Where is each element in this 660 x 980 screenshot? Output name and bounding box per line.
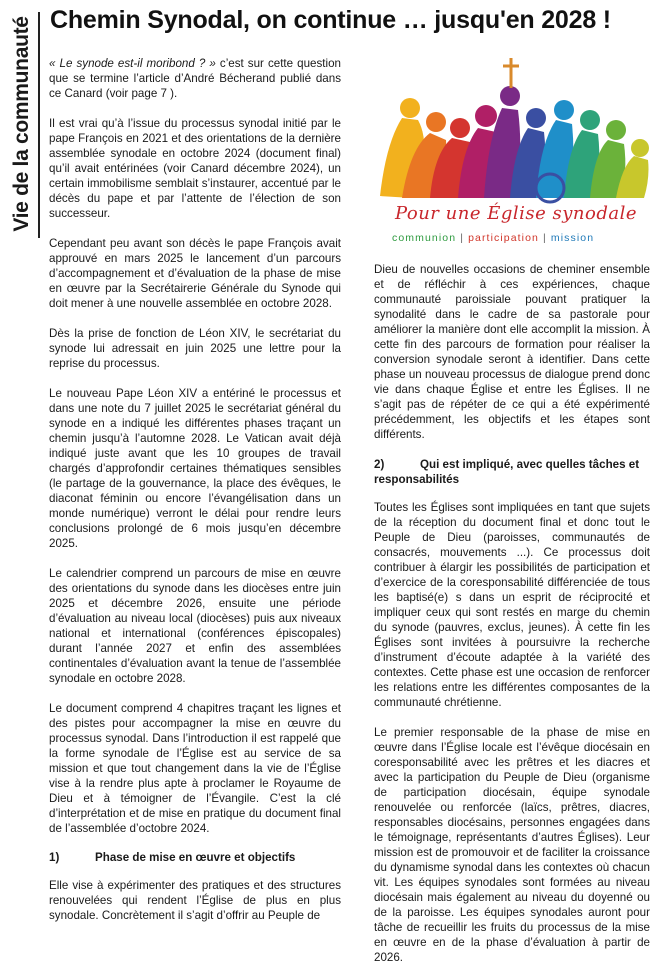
section-heading-1 bbox=[49, 850, 341, 865]
section-heading-2-text: Qui est impliqué, avec quelles tâches et responsabilités bbox=[374, 458, 640, 486]
tagline-separator: | bbox=[543, 232, 547, 244]
section-heading-2 bbox=[374, 457, 650, 487]
paragraph-7-start: Elle vise à expérimenter des pratiques et des structures renouvelées qui rendent l’Église de plus en plus synodale. Concrètement il s’agit d’offrir au Peuple de bbox=[49, 879, 341, 922]
section-heading-1-number: 1) bbox=[49, 851, 60, 864]
paragraph-4: Le nouveau Pape Léon XIV a entériné le processus et dans une note du 7 juillet 2025 le secrétariat général du synode en a indiqué les différentes phases traçant un chemin jusqu’à l’automne 2028. Le Vatican avait déjà indiqué juste avant que les 10 groupes de travail chargés d’approfondir certaines thématiques sensibles (le partage de la gouvernance, la place des évêques, le diaconat féminin ou encore l’évangélisation dans un monde numérique) verront le délai pour rendre leurs conclusions prolongé de 6 mois jusqu’en décembre 2025. bbox=[49, 387, 341, 550]
section-label: Vie de la communauté bbox=[10, 16, 33, 232]
paragraph-8: Toutes les Églises sont impliquées en tant que sujets de la réception du document final et donc tout le Peuple de Dieu (paroisses, communautés de consacrés, mouvements ...). Ce processus doit contribuer à élargir les possibilités de participation et d’exercice de la coresponsabilité différenciée de tous les baptisé(e) s dans un esprit de réciprocité et impliquer ceux qui sont restés en marge du chemin du synode (pauvres, exclus, jeunes). À cette fin les Églises sont invitées à poursuivre la recherche d’instrument d’écoute adaptée à la variété des contextes. Cette phase est une occasion de renforcer les relations entre les différentes composantes de la communauté chrétienne. bbox=[374, 501, 650, 709]
slogan-text: Pour une Église synodale bbox=[395, 203, 637, 224]
tagline-communion: communion bbox=[392, 232, 457, 244]
sidebar-divider bbox=[38, 12, 40, 238]
paragraph-1: Il est vrai qu’à l’issue du processus synodal initié par le pape François en 2021 et des orientations de la dernière assemblée synodale en octobre 2024 (document final) qu’il avait entérinées (voir Canard décembre 2024), un certain immobilisme semblait s’instaurer, accentué par le décès du pape et par l’attente de l’élection de son successeur. bbox=[49, 117, 341, 220]
article-left-column bbox=[49, 56, 341, 938]
article-title: Chemin Synodal, on continue … jusqu'en 2028 ! bbox=[50, 6, 611, 34]
section-heading-2-number: 2) bbox=[374, 458, 385, 471]
people-silhouettes-icon bbox=[380, 58, 649, 202]
intro-rest: c’est sur cette question que se termine l’article d’André Bécherand publié dans ce Canard (voir page 7 ). bbox=[49, 57, 341, 100]
section-heading-1-text: Phase de mise en œuvre et objectifs bbox=[95, 851, 296, 864]
paragraph-5: Le calendrier comprend un parcours de mise en œuvre des orientations du synode dans les diocèses entre juin 2025 et décembre 2026, ensuite une période d’évaluation au niveau local (diocèses) puis aux niveaux national et international (conférences épiscopales) durant l’année 2027 et enfin des assemblées continentales d’évaluation avant la tenue de l’assemblée synodale en octobre 2028. bbox=[49, 567, 341, 685]
paragraph-7-end: Dieu de nouvelles occasions de cheminer ensemble et de réfléchir à ces expériences, chaque communauté paroissiale pouvant pratiquer la synodalité dans le cadre de sa pastorale pour améliorer la manière dont elle accomplit la mission. À cette fin des parcours de formation pour réaliser la conversion synodale seront à identifier. Dans cette phase un nouveau processus de dialogue prend donc vie dans chaque Église et entre les Églises. Il ne s’agit pas de répéter de ce qui a été expérimenté précédemment, les objectifs et les étapes sont différents. bbox=[374, 263, 650, 441]
intro-paragraph bbox=[49, 56, 341, 101]
section-sidebar bbox=[4, 8, 40, 240]
tagline-participation: participation bbox=[468, 232, 539, 244]
paragraph-9: Le premier responsable de la phase de mise en œuvre dans l’Église locale est l’évêque diocésain en coresponsabilité avec les prêtres et les diacres et avec la participation du Peuple de Dieu (organisme de participation diocésain, équipe synodale renouvelée ou renforcée (laïcs, prêtres, diacres, responsables diocésains, personnes engagées dans le témoignage, représentants d’autres Églises). Leur mission est de promouvoir et de faciliter la croissance du dynamisme synodal dans les contextes où chacun vit. Les équipes synodales sont formées au niveau diocésain mais également au niveau du doyenné ou de la paroisse. Les équipes synodales auront pour tâche de recueillir les fruits du processus de la mise en œuvre en de la phase d’évaluation à partir de 2026. bbox=[374, 726, 650, 964]
paragraph-6: Le document comprend 4 chapitres traçant les lignes et des pistes pour accompagner la mise en œuvre du processus synodal. Dans l’introduction il est rappelé que la forme synodale de l’Église est au service de sa mission et que tout changement dans la vie de l’Église vise à la rendre plus apte à proclamer le Royaume de Dieu et à témoigner de l’Évangile. C’est la clé d’interprétation et de mise en pratique du document final de l’assemblée d’octobre 2024. bbox=[49, 702, 341, 835]
intro-question: « Le synode est-il moribond ? » bbox=[49, 57, 216, 70]
article-right-column bbox=[374, 262, 650, 980]
paragraph-3: Dès la prise de fonction de Léon XIV, le secrétariat du synode lui adressait en juin 2025 une lettre pour la reprise du processus. bbox=[49, 327, 341, 370]
tagline-separator: | bbox=[460, 232, 465, 244]
tagline-mission: mission bbox=[550, 232, 595, 244]
paragraph-2: Cependant peu avant son décès le pape François avait approuvé en mars 2025 le lancement d’un parcours d’accompagnement et d’évaluation de la phase de mise en œuvre par la Secrétairerie Générale du Synode qui doit mener à une nouvelle assemblée en octobre 2028. bbox=[49, 237, 341, 310]
slogan-tagline bbox=[392, 232, 594, 244]
